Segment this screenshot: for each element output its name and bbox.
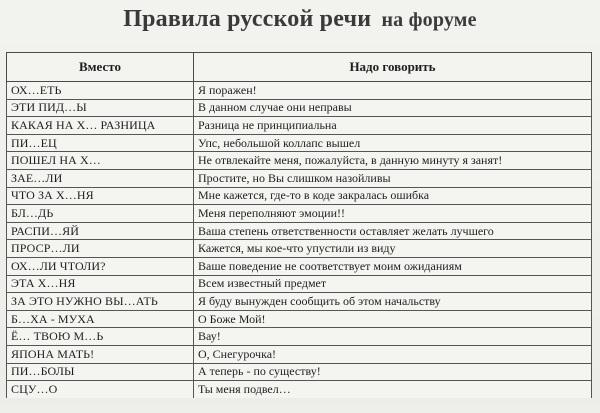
bottom-fade <box>0 399 600 413</box>
cell-instead: ОХ…ЛИ ЧТОЛИ? <box>7 257 194 275</box>
cell-say: Упс, небольшой коллапс вышел <box>194 134 592 152</box>
cell-say: О Боже Мой! <box>194 310 592 328</box>
cell-say: Разница не принципиальна <box>194 117 592 135</box>
cell-say: Всем известный предмет <box>194 275 592 293</box>
rules-table <box>6 52 592 398</box>
column-header-instead: Вместо <box>7 53 194 82</box>
table-row <box>7 257 592 275</box>
cell-say: Меня переполняют эмоции!! <box>194 205 592 223</box>
table-row <box>7 134 592 152</box>
cell-say: Ваше поведение не соответствует моим ожиданиям <box>194 257 592 275</box>
cell-instead: ОХ…ЕТЬ <box>7 82 194 100</box>
cell-instead: ПОШЕЛ НА Х… <box>7 152 194 170</box>
cell-say: Ваша степень ответственности оставляет желать лучшего <box>194 222 592 240</box>
cell-instead: ЭТИ ПИД…Ы <box>7 99 194 117</box>
cell-instead: Б…ХА - МУХА <box>7 310 194 328</box>
table-row <box>7 240 592 258</box>
table-row <box>7 222 592 240</box>
cell-say: Простите, но Вы слишком назойливы <box>194 169 592 187</box>
page-title <box>0 6 600 33</box>
cell-say: Я поражен! <box>194 82 592 100</box>
cell-instead: ЧТО ЗА Х…НЯ <box>7 187 194 205</box>
cell-say: В данном случае они неправы <box>194 99 592 117</box>
table-row <box>7 381 592 398</box>
table-row <box>7 205 592 223</box>
cell-instead: ЗАЕ…ЛИ <box>7 169 194 187</box>
cell-say: Мне кажется, где-то в коде закралась ошибка <box>194 187 592 205</box>
cell-say: Вау! <box>194 328 592 346</box>
cell-instead: КАКАЯ НА Х… РАЗНИЦА <box>7 117 194 135</box>
cell-instead: ЭТА Х…НЯ <box>7 275 194 293</box>
cell-instead: ПИ…ЕЦ <box>7 134 194 152</box>
cell-say: Кажется, мы кое-что упустили из виду <box>194 240 592 258</box>
cell-say: О, Снегурочка! <box>194 345 592 363</box>
table-row <box>7 328 592 346</box>
table-row <box>7 293 592 311</box>
table-row <box>7 187 592 205</box>
table-header-row <box>7 53 592 82</box>
cell-instead: ЯПОНА МАТЬ! <box>7 345 194 363</box>
table-row <box>7 82 592 100</box>
cell-instead: ПИ…БОЛЫ <box>7 363 194 381</box>
cell-instead: БЛ…ДЬ <box>7 205 194 223</box>
cell-say: Я буду вынужден сообщить об этом начальству <box>194 293 592 311</box>
cell-say: Ты меня подвел… <box>194 381 592 398</box>
cell-instead: РАСПИ…ЯЙ <box>7 222 194 240</box>
table-row <box>7 363 592 381</box>
table-row <box>7 99 592 117</box>
cell-say: А теперь - по существу! <box>194 363 592 381</box>
table-row <box>7 345 592 363</box>
column-header-say: Надо говорить <box>194 53 592 82</box>
table-row <box>7 310 592 328</box>
title-sub: на форуме <box>381 9 477 31</box>
table-row <box>7 117 592 135</box>
cell-instead: СЦУ…О <box>7 381 194 398</box>
cell-instead: Ё… ТВОЮ М…Ь <box>7 328 194 346</box>
table-row <box>7 275 592 293</box>
table-row <box>7 152 592 170</box>
cell-instead: ПРОСР…ЛИ <box>7 240 194 258</box>
table-row <box>7 169 592 187</box>
cell-instead: ЗА ЭТО НУЖНО ВЫ…АТЬ <box>7 293 194 311</box>
cell-say: Не отвлекайте меня, пожалуйста, в данную минуту я занят! <box>194 152 592 170</box>
title-main: Правила русской речи <box>123 6 372 32</box>
